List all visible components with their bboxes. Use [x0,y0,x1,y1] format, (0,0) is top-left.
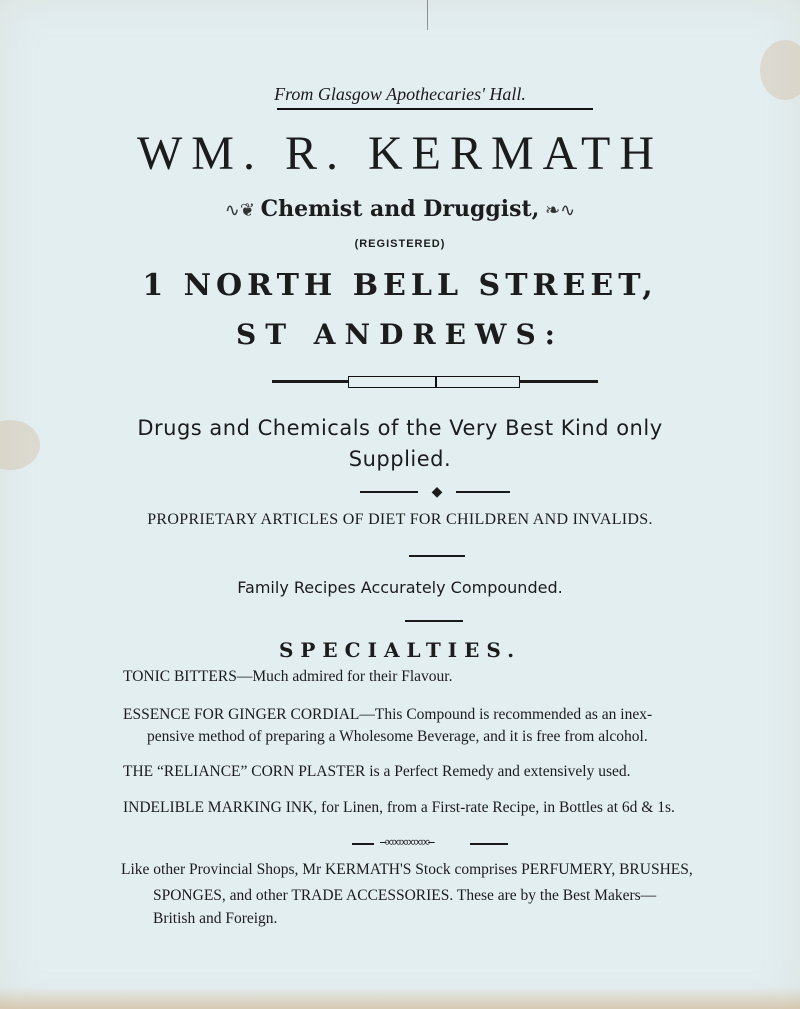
ornament-rule-left [352,843,374,845]
proprietor-name: WM. R. KERMATH [136,127,663,180]
right-sprig-icon: ❧∿ [539,200,576,221]
closing-line-2: SPONGES, and other TRADE ACCESSORIES. These are by the Best Makers— [153,887,657,904]
from-line: From Glasgow Apothecaries' Hall. [274,84,526,104]
town-name: ST ANDREWS: [235,318,565,351]
specialty-marking-ink: INDELIBLE MARKING INK, for Linen, from a First-rate Recipe, in Bottles at 6d & 1s. [123,799,675,816]
trade-title-text: Chemist and Druggist, [260,196,540,222]
specialty-corn-plaster: THE “RELIANCE” CORN PLASTER is a Perfect Remedy and extensively used. [123,763,631,780]
specialty-ginger-cordial: ESSENCE FOR GINGER CORDIAL—This Compound is recommended as an inex- [123,706,653,723]
diamond-ornament-icon: ◆ [431,485,443,500]
paper-edge-wear [0,987,800,1009]
family-recipes-line: Family Recipes Accurately Compounded. [237,578,563,597]
trade-title [0,196,800,222]
divider-rule [409,555,465,557]
scroll-ornament-icon: ⎯∞∞∞∞∞∞⎯ [380,834,433,849]
proprietary-line: PROPRIETARY ARTICLES OF DIET FOR CHILDREN AND INVALIDS. [147,511,653,528]
closing-line-1: Like other Provincial Shops, Mr KERMATH'S Stock comprises PERFUMERY, BRUSHES, [121,861,693,878]
pen-ornament-band [348,376,436,388]
paper-fold-mark [427,0,428,30]
ornament-rule-left [360,491,418,493]
ornament-rule-right [456,491,510,493]
left-sprig-icon: ∿❦ [224,200,261,221]
closing-line-3: British and Foreign. [153,910,278,927]
ornament-rule-right [470,843,508,845]
divider-rule [405,620,463,622]
drugs-line-1: Drugs and Chemicals of the Very Best Kind only [137,416,663,440]
pen-ornament-band [436,376,520,388]
specialty-tonic-bitters: TONIC BITTERS—Much admired for their Flavour. [123,668,453,685]
from-underline [277,108,593,110]
specialties-heading: SPECIALTIES. [278,638,522,662]
drugs-line-2: Supplied. [348,447,452,471]
specialty-ginger-cordial-cont: pensive method of preparing a Wholesome Beverage, and it is free from alcohol. [147,728,648,745]
street-address: 1 NORTH BELL STREET, [142,268,658,303]
registered-mark: (REGISTERED) [354,238,446,250]
